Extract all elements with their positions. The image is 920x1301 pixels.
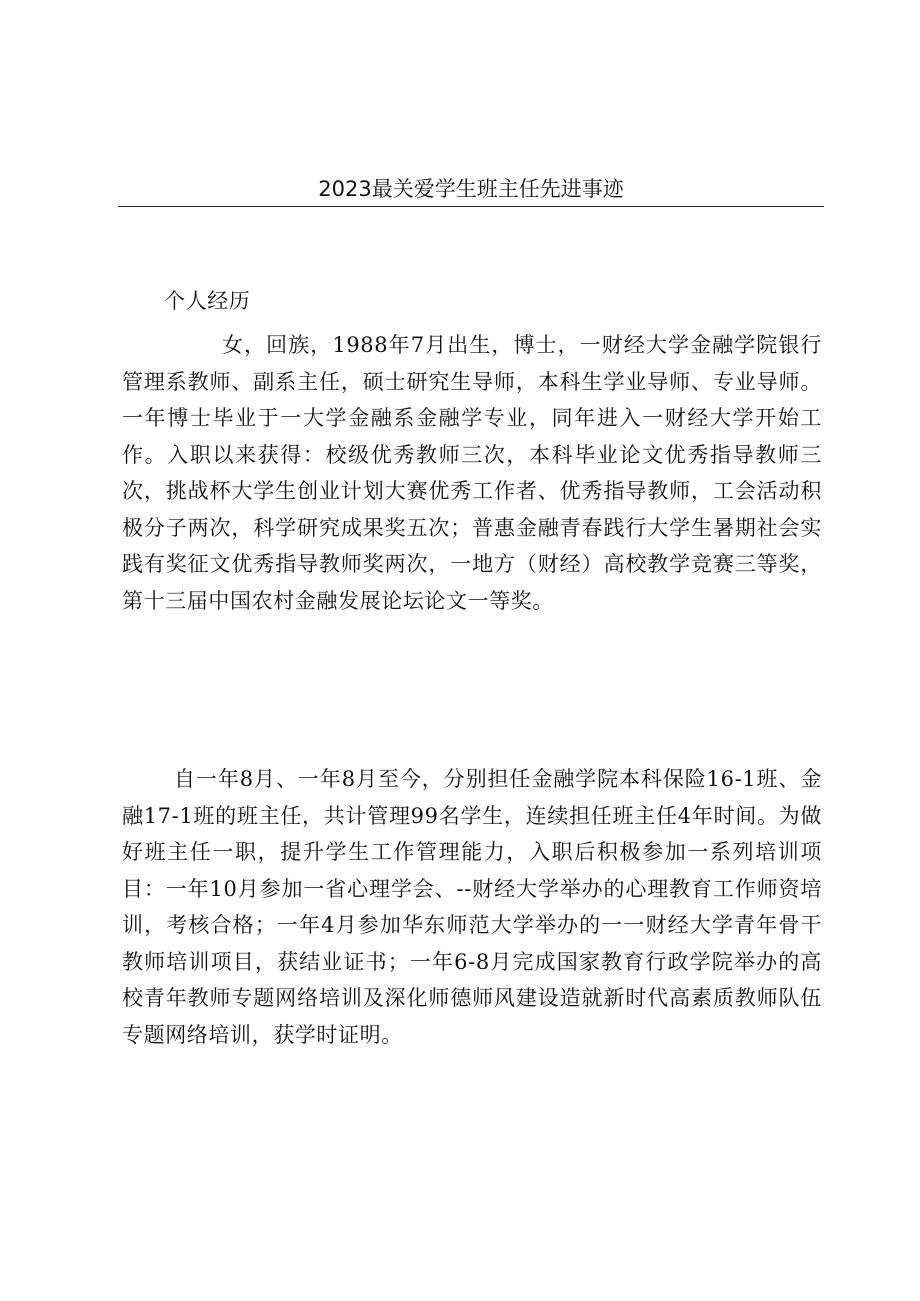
paragraph-1-text: 女，回族，1988年7月出生，博士，一财经大学金融学院银行管理系教师、副系主任，硕士研究生导师，本科生学业导师、专业导师。一年博士毕业于一大学金融系金融学专业，同年进入一财经大学开始工作。入职以来获得：校级优秀教师三次，本科毕业论文优秀指导教师三次，挑战杯大学生创业计划大赛优秀工作者、优秀指导教师，工会活动积极分子两次，科学研究成果奖五次；普惠金融青春践行大学生暑期社会实践有奖征文优秀指导教师奖两次，一地方（财经）高校教学竞赛三等奖，第十三届中国农村金融发展论坛论文一等奖。 [122,333,822,613]
section-heading-text: 个人经历 [164,289,251,313]
document-title: 2023最关爱学生班主任先进事迹 [118,172,824,207]
paragraph-2-text: 自一年8月、一年8月至今，分别担任金融学院本科保险16-1班、金融17-1班的班主任，共计管理99名学生，连续担任班主任4年时间。为做好班主任一职，提升学生工作管理能力，入职后积极参加一系列培训项目：一年10月参加一省心理学会、--财经大学举办的心理教育工作师资培训，考核合格；一年4月参加华东师范大学举办的一一财经大学青年骨干教师培训项目，获结业证书；一年6-8月完成国家教育行政学院举办的高校青年教师专题网络培训及深化师德师风建设造就新时代高素质教师队伍专题网络培训，获学时证明。 [122,767,822,1047]
section-heading [122,283,822,320]
paragraph-personal-info [122,327,822,619]
paragraph-head-teacher [122,761,822,1053]
